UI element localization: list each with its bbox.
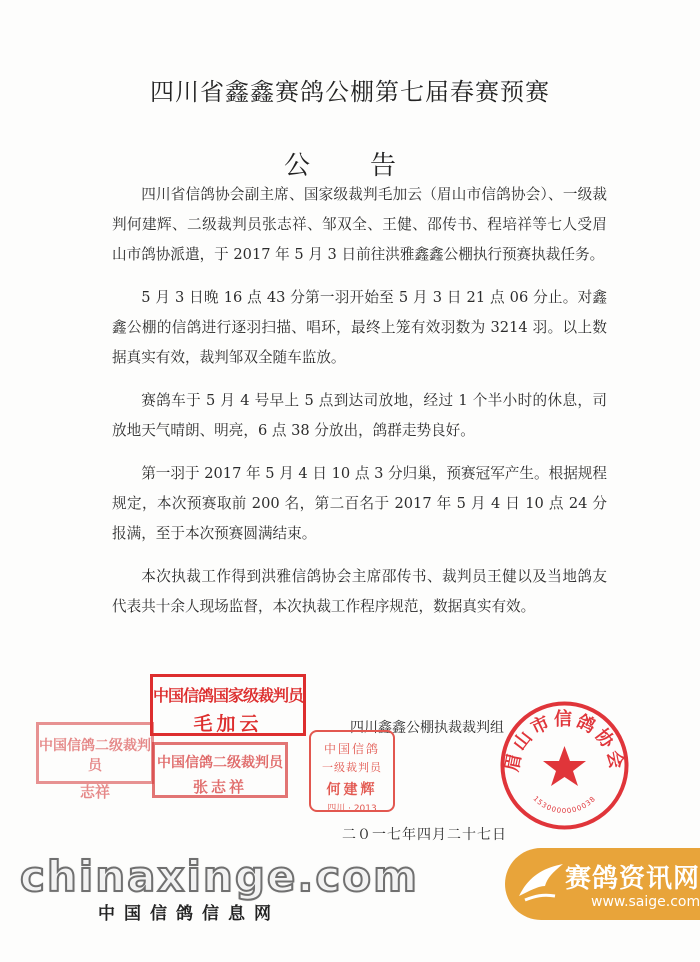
star-icon	[543, 746, 586, 786]
stamp-line: 中国信鸽国家级裁判员	[153, 686, 304, 705]
stamp-line: 张志祥	[192, 778, 247, 796]
signature-date: 二０一七年四月二十七日	[342, 827, 507, 843]
second-level-referee-stamp	[152, 742, 288, 798]
stamp-line: 何建辉	[326, 782, 378, 798]
stamp-line: 中国信鸽二级裁判员	[157, 755, 283, 771]
association-seal-graphic	[497, 698, 632, 833]
watermark-chinaxinge: chinaxinge.com	[20, 852, 419, 901]
document-subtitle: 公告	[283, 151, 456, 181]
stamp-line: 中国信鸽二级裁判员	[39, 738, 151, 774]
pigeon-logo-icon	[513, 856, 569, 912]
watermark-saige	[505, 848, 700, 920]
stamp-line: 毛加云	[193, 713, 263, 735]
paragraph: 赛鸽车于 5 月 4 号早上 5 点到达司放地，经过 1 个半小时的休息，司放地天气晴朗、明亮，6 点 38 分放出，鸽群走势良好。	[112, 392, 607, 439]
seal-text: 眉山市信鸽协会	[501, 709, 628, 774]
referee-stamp-faint	[36, 722, 154, 801]
association-seal	[497, 698, 632, 833]
paragraph: 5 月 3 日晚 16 点 43 分第一羽开始至 5 月 3 日 21 点 06 分止。对鑫鑫公棚的信鸽进行逐羽扫描、唱环，最终上笼有效羽数为 3214 羽。以上数据真实有效，裁判邹双全随车监放。	[112, 289, 607, 366]
signature-line: 四川鑫鑫公棚执裁裁判组	[350, 720, 504, 736]
svg-text:1530000000038	[531, 795, 597, 815]
seal-number: 1530000000038	[531, 794, 598, 816]
national-referee-stamp	[150, 674, 306, 736]
paragraph: 本次执裁工作得到洪雅信鸽协会主席邵传书、裁判员王健以及当地鸽友代表共十余人现场监督，本次执裁工作程序规范，数据真实有效。	[112, 568, 607, 615]
watermark-chinaxinge-sub: 中国信鸽信息网	[98, 904, 280, 924]
stamp-line: 一级裁判员	[322, 761, 382, 774]
document-title: 四川省鑫鑫赛鸽公棚第七届春赛预赛	[150, 78, 550, 106]
stamp-line: 四川 · 2013	[327, 804, 377, 814]
watermark-saige-url: www.saige.com	[591, 894, 700, 910]
document-body	[112, 180, 607, 635]
stamp-line: 中国信鸽	[323, 742, 380, 756]
paragraph: 四川省信鸽协会副主席、国家级裁判毛加云（眉山市信鸽协会）、一级裁判何建辉、二级裁判员张志祥、邹双全、王健、邵传书、程培祥等七人受眉山市鸽协派遣，于 2017 年 5 月 3 日前往洪雅鑫鑫公棚执行预赛执裁任务。	[112, 186, 607, 263]
watermark-saige-brand: 赛鸽资讯网	[565, 864, 700, 894]
first-level-referee-stamp	[309, 730, 395, 812]
stamp-line: 志祥	[79, 783, 110, 801]
paragraph: 第一羽于 2017 年 5 月 4 日 10 点 3 分归巢，预赛冠军产生。根据规程规定，本次预赛取前 200 名，第二百名于 2017 年 5 月 4 日 10 点 24 分报满，至于本次预赛圆满结束。	[112, 465, 607, 542]
